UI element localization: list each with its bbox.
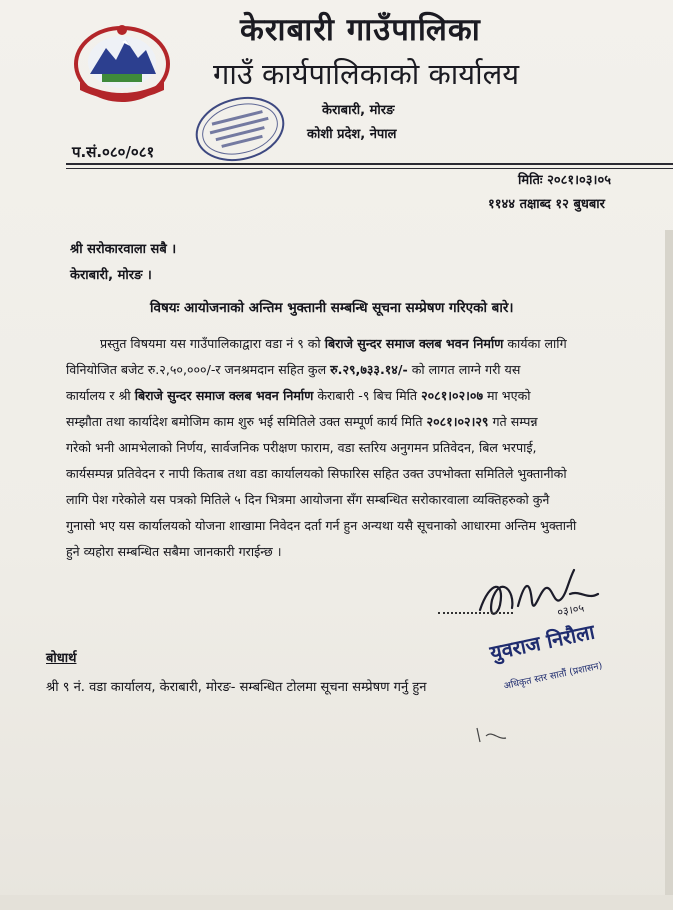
date-alt-line: ११४४ तक्षाब्द १२ बुधबार (488, 197, 605, 212)
body-text: सम्झौता तथा कार्यादेश बमोजिम काम शुरु भई समितिले उक्त सम्पूर्ण कार्य मिति (66, 414, 427, 429)
subject-line: विषयः आयोजनाको अन्तिम भुक्तानी सम्बन्धि सूचना सम्प्रेषण गरिएको बारे। (150, 300, 514, 316)
body-line-1 (100, 335, 567, 353)
cc-label: बोधार्थ (46, 651, 77, 666)
body-line-8: गुनासो भए यस कार्यालयको योजना शाखामा निवेदन दर्ता गर्न हुन अन्यथा यसै सूचनाको आधारमा अन्तिम भुक्तानी (66, 518, 577, 533)
body-text: प्रस्तुत विषयमा यस गाउँपालिकाद्वारा वडा नं ९ को (100, 336, 325, 351)
page-footer-edge (0, 895, 673, 910)
body-text-bold: रु.२९,७३३.१४/- (330, 362, 408, 377)
date-line: मितिः २०८१।०३।०५ (518, 173, 612, 188)
body-text: कार्यालय र श्री (66, 388, 135, 403)
office-stamp (190, 92, 290, 166)
office-title: गाउँ कार्यपालिकाको कार्यालय (213, 57, 520, 91)
signer-name-stamp: युवराज निरौला (487, 619, 597, 666)
signature-dotted-line (438, 612, 513, 614)
body-line-9: हुने व्यहोरा सम्बन्धित सबैमा जानकारी गराईन्छ । (66, 544, 282, 559)
body-line-6: कार्यसम्पन्न प्रतिवेदन र नापी किताब तथा वडा कार्यालयको सिफारिस सहित उक्त उपभोक्ता समितिले भुक्तानीको (66, 466, 567, 481)
header-divider-thin (66, 168, 673, 169)
nepal-emblem-icon (72, 22, 172, 104)
body-text-bold: बिराजे सुन्दर समाज क्लब भवन निर्माण (134, 388, 314, 403)
cc-text: श्री ९ नं. वडा कार्यालय, केराबारी, मोरङ- सम्बन्धित टोलमा सूचना सम्प्रेषण गर्नु हुन (46, 680, 427, 695)
body-text-bold: २०८१।०२।०७ (421, 388, 483, 403)
body-line-4 (66, 413, 538, 431)
body-line-5: गरेको भनी आमभेलाको निर्णय, सार्वजनिक परीक्षण फाराम, वडा स्तरिय अनुगमन प्रतिवेदन, बिल भरपाई, (66, 440, 537, 455)
recipient-line-1: श्री सरोकारवाला सबै । (70, 242, 177, 257)
body-text: विनियोजित बजेट रु.२,५०,०००/-र जनश्रमदान सहित कुल (66, 362, 331, 377)
body-text: को लागत लाग्ने गरी यस (407, 362, 521, 377)
address-line-1: केराबारी, मोरङ (322, 103, 395, 118)
body-line-3 (66, 387, 531, 405)
address-line-2: कोशी प्रदेश, नेपाल (307, 127, 397, 142)
body-text-bold: बिराजे सुन्दर समाज क्लब भवन निर्माण (324, 336, 504, 351)
municipality-title: केराबारी गाउँपालिका (240, 12, 481, 48)
reference-number: प.सं.०८०/०८१ (72, 143, 155, 161)
page-edge-shadow (665, 230, 673, 910)
header-divider (66, 163, 673, 165)
signer-title-stamp: अधिकृत स्तर सातौं (प्रशासन) (502, 660, 604, 692)
body-line-7: लागि पेश गरेकोले यस पत्रको मितिले ५ दिन भित्रमा आयोजना सँग सम्बन्धित सरोकारवाला व्यक्तिहरुको कुनै (66, 492, 550, 507)
signature-date: ०३।०५ (556, 601, 586, 619)
recipient-line-2: केराबारी, मोरङ । (70, 268, 152, 283)
body-text-bold: २०८१।०२।२९ (426, 414, 489, 429)
body-text: केराबारी -९ बिच मिति (313, 388, 422, 403)
body-text: मा भएको (483, 388, 531, 403)
pen-mark (472, 718, 532, 748)
body-text: गते सम्पन्न (488, 414, 538, 429)
body-text: कार्यका लागि (503, 336, 567, 351)
body-line-2 (66, 361, 520, 379)
